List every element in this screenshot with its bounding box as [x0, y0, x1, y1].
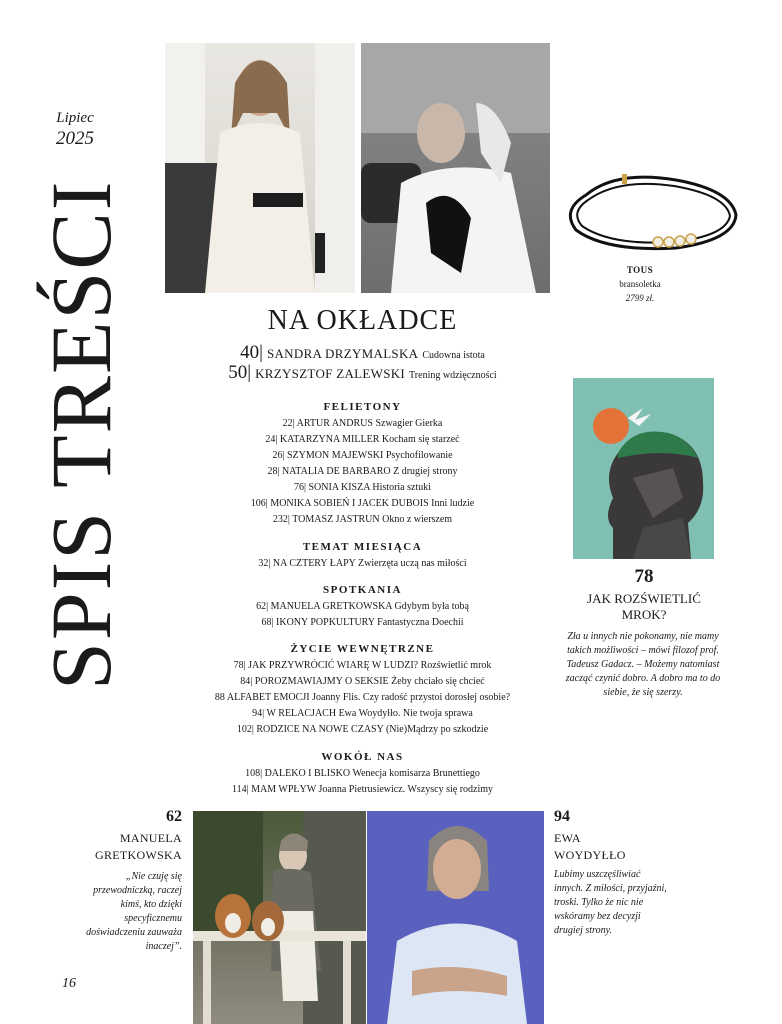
toc-page: 24| — [265, 434, 278, 445]
toc-name: MAM WPŁYW — [251, 784, 317, 795]
toc-name: W RELACJACH — [266, 708, 337, 719]
toc-subtitle: Wenecja komisarza Brunettiego — [352, 768, 480, 779]
toc-item[interactable] — [165, 660, 560, 671]
toc-page: 78| — [233, 660, 246, 671]
toc-subtitle: Joanny Flis. Czy radość przystoi dorosłej osobie? — [312, 692, 511, 703]
feature62-name-last: GRETKOWSKA — [95, 848, 182, 862]
toc-item[interactable] — [165, 601, 560, 612]
toc-name: SZYMON MAJEWSKI — [286, 450, 384, 461]
toc-name: RODZICE NA NOWE CZASY — [256, 724, 384, 735]
cover-name: SANDRA DRZYMALSKA — [266, 346, 419, 361]
toc-item[interactable] — [165, 450, 560, 461]
feature94-number: 94 — [554, 808, 570, 825]
toc-subtitle: Fantastyczna Doechii — [377, 617, 464, 628]
toc-subtitle: Historia sztuki — [372, 482, 432, 493]
toc-subtitle: Rozświetlić mrok — [420, 660, 492, 671]
toc-page: 84| — [240, 676, 253, 687]
toc-subtitle: Psychofilowanie — [385, 450, 453, 461]
toc-item[interactable] — [165, 676, 560, 687]
bracelet-image — [556, 160, 742, 260]
cover-heading: NA OKŁADCE — [267, 305, 458, 336]
section-heading-felietony: FELIETONY — [323, 401, 402, 413]
section-heading-wokol-nas: WOKÓŁ NAS — [321, 751, 404, 763]
toc-item[interactable] — [165, 514, 560, 525]
toc-name: ARTUR ANDRUS — [296, 418, 373, 429]
toc-subtitle: Z drugiej strony — [393, 466, 458, 477]
toc-subtitle: Ewa Woydyłło. Nie twoja sprawa — [338, 708, 473, 719]
toc-subtitle: Szwagier Gierka — [375, 418, 443, 429]
issue-month: Lipiec — [56, 110, 94, 126]
toc-page: 114| — [231, 784, 249, 795]
toc-subtitle: (Nie)Mądrzy po szkodzie — [385, 724, 489, 735]
feature78-title: JAK ROZŚWIETLIĆ MROK? — [587, 591, 701, 622]
cover-item-50[interactable] — [165, 362, 560, 384]
photo-manuela-gretkowska — [193, 811, 366, 1024]
toc-subtitle: Okno z wierszem — [382, 514, 453, 525]
toc-page: 232| — [272, 514, 290, 525]
toc-name: MONIKA SOBIEŃ I JACEK DUBOIS — [270, 498, 429, 509]
toc-name: TOMASZ JASTRUN — [292, 514, 380, 525]
page-number-footer: 16 — [62, 976, 76, 991]
toc-item[interactable] — [165, 498, 560, 509]
product-item: bransoletka — [619, 279, 661, 289]
feature94-name-last: WOYDYŁŁO — [554, 848, 626, 862]
toc-name: POROZMAWIAJMY O SEKSIE — [254, 676, 389, 687]
page-title: SPIS TREŚCI — [33, 179, 129, 690]
toc-name: SONIA KISZA — [308, 482, 370, 493]
toc-page: 94| — [252, 708, 265, 719]
cover-item-40[interactable] — [165, 342, 560, 364]
toc-name: JAK PRZYWRÓCIĆ WIARĘ W LUDZI? — [248, 660, 419, 671]
product-price: 2799 zł. — [625, 293, 655, 303]
section-heading-temat-miesiaca: TEMAT MIESIĄCA — [302, 541, 423, 553]
toc-page: 102| — [236, 724, 254, 735]
feature94-name-first: EWA — [554, 831, 581, 845]
toc-name: KATARZYNA MILLER — [279, 434, 380, 445]
feature62-quote: „Nie czuję się przewodniczką, raczej kimś, kto dzięki specyficznemu doświadczeniu zauważa inaczej”. — [86, 871, 182, 952]
toc-page: 26| — [272, 450, 285, 461]
toc-item[interactable] — [165, 724, 560, 735]
toc-item[interactable] — [165, 466, 560, 477]
product-brand: TOUS — [626, 265, 654, 275]
toc-item[interactable] — [165, 482, 560, 493]
photo-ewa-woydyllo — [367, 811, 544, 1024]
toc-subtitle: Zwierzęta uczą nas miłości — [358, 558, 467, 569]
toc-page: 88 — [214, 692, 225, 703]
toc-item[interactable] — [165, 784, 560, 795]
cover-photo-sandra — [165, 43, 355, 293]
section-heading-spotkania: SPOTKANIA — [323, 584, 402, 596]
toc-page: 32| — [258, 558, 271, 569]
toc-name: ALFABET EMOCJI — [226, 692, 310, 703]
toc-item[interactable] — [165, 617, 560, 628]
toc-item[interactable] — [165, 418, 560, 429]
toc-name: DALEKO I BLISKO — [264, 768, 351, 779]
toc-item[interactable] — [165, 692, 560, 703]
cover-photo-krzysztof — [361, 43, 550, 293]
toc-page: 68| — [261, 617, 274, 628]
toc-subtitle: Inni ludzie — [431, 498, 475, 509]
illustration-rozswietlic-mrok — [573, 378, 714, 559]
cover-subtitle: Cudowna istota — [422, 350, 485, 361]
toc-subtitle: Żeby chciało się chcieć — [391, 676, 485, 687]
feature62-number: 62 — [166, 808, 182, 825]
toc-page: 76| — [293, 482, 306, 493]
cover-name: KRZYSZTOF ZALEWSKI — [255, 366, 406, 381]
feature94-quote: Lubimy uszczęśliwiać innych. Z miłości, przyjaźni, troski. Tylko że nic nie wskóramy bez decyzji drugiej strony. — [554, 869, 667, 936]
toc-page: 62| — [256, 601, 269, 612]
cover-subtitle: Trening wdzięczności — [409, 370, 497, 381]
page-number: 40| — [240, 342, 263, 363]
feature78-text: Zła u innych nie pokonamy, nie mamy takich możliwości – mówi filozof prof. Tadeusz Gadacz. – Możemy natomiast zacząć czynić dobro. A dobro ma to do siebie, że się szerzy. — [565, 631, 721, 698]
toc-page: 108| — [245, 768, 263, 779]
toc-item[interactable] — [165, 558, 560, 569]
toc-name: NA CZTERY ŁAPY — [272, 558, 356, 569]
toc-item[interactable] — [165, 434, 560, 445]
toc-item[interactable] — [165, 768, 560, 779]
toc-subtitle: Joanna Pietrusiewicz. Wszyscy się rodzimy — [318, 784, 494, 795]
toc-page: 28| — [267, 466, 280, 477]
toc-name: MANUELA GRETKOWSKA — [270, 601, 392, 612]
toc-name: NATALIA DE BARBARO — [281, 466, 391, 477]
toc-name: IKONY POPKULTURY — [276, 617, 375, 628]
toc-page: 22| — [282, 418, 295, 429]
page-number: 50| — [228, 362, 252, 383]
toc-item[interactable] — [165, 708, 560, 719]
issue-year: 2025 — [56, 128, 94, 149]
feature78-number: 78 — [634, 566, 654, 587]
toc-subtitle: Kocham się starzeć — [381, 434, 460, 445]
toc-subtitle: Gdybym była tobą — [394, 601, 469, 612]
feature62-name-first: MANUELA — [119, 831, 182, 845]
toc-page: 106| — [250, 498, 268, 509]
section-heading-zycie-wewnetrzne: ŻYCIE WEWNĘTRZNE — [290, 643, 435, 655]
